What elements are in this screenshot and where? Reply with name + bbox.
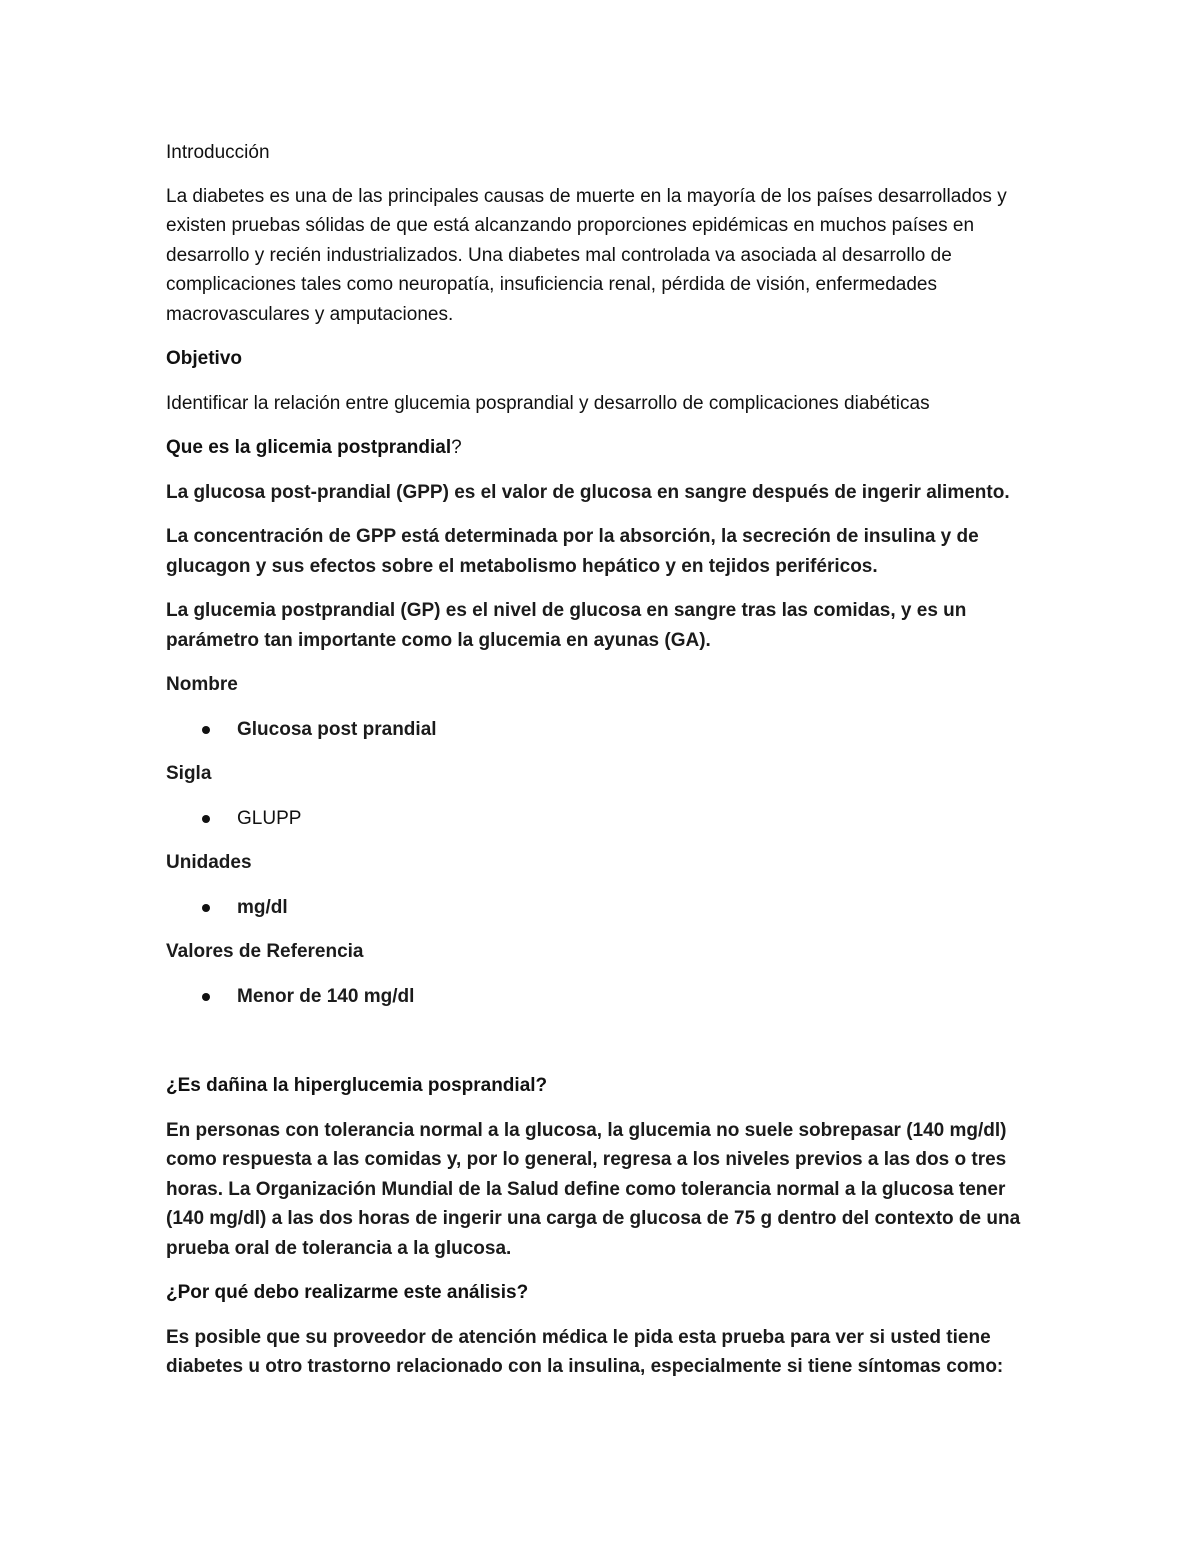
field-value-unidades — [166, 893, 1046, 923]
spacer — [166, 1026, 1046, 1071]
question1-heading — [166, 433, 1046, 463]
gpp-definition: La glucosa post-prandial (GPP) es el valor de glucosa en sangre después de ingerir alimento. — [166, 481, 1010, 503]
objective-text: Identificar la relación entre glucemia posprandial y desarrollo de complicaciones diabéticas — [166, 392, 930, 414]
question2-heading: ¿Es dañina la hiperglucemia posprandial? — [166, 1075, 548, 1096]
field-label-unidades: Unidades — [166, 852, 252, 873]
intro-title: Introducción — [166, 142, 270, 163]
field-value-text: mg/dl — [237, 896, 288, 918]
field-value-nombre — [166, 715, 1046, 745]
bullet-icon — [202, 904, 210, 912]
objective-title: Objetivo — [166, 348, 243, 369]
question3-heading: ¿Por qué debo realizarme este análisis? — [166, 1282, 529, 1303]
field-value-text: Glucosa post prandial — [237, 718, 437, 740]
field-value-valores — [166, 982, 1046, 1012]
gp-definition: La glucemia postprandial (GP) es el nivel de glucosa en sangre tras las comidas, y es un parámetro tan importante como la glucemia en ayunas (GA). — [166, 600, 967, 651]
field-value-text: Menor de 140 mg/dl — [237, 985, 415, 1007]
bullet-icon — [202, 815, 210, 823]
question1-mark: ? — [451, 437, 462, 458]
field-label-sigla: Sigla — [166, 763, 212, 784]
field-label-nombre: Nombre — [166, 674, 238, 695]
field-label-valores: Valores de Referencia — [166, 941, 364, 962]
question2-answer: En personas con tolerancia normal a la glucosa, la glucemia no suele sobrepasar (140 mg/dl) como respuesta a las comidas y, por lo general, regresa a los niveles previos a las dos o tres horas. La Organización Mundial de la Salud define como tolerancia normal a la glucosa tener (140 mg/dl) a las dos horas de ingerir una carga de glucosa de 75 g dentro del contexto de una prueba oral de tolerancia a la glucosa. — [166, 1119, 1021, 1259]
question3-answer: Es posible que su proveedor de atención médica le pida esta prueba para ver si usted tiene diabetes u otro trastorno relacionado con la insulina, especialmente si tiene síntomas como: — [166, 1326, 1004, 1377]
question1-text: Que es la glicemia postprandial — [166, 437, 452, 458]
field-value-text: GLUPP — [237, 807, 302, 829]
intro-paragraph: La diabetes es una de las principales causas de muerte en la mayoría de los países desarrollados y existen pruebas sólidas de que está alcanzando proporciones epidémicas en muchos países en desarrollo y recién industrializados. Una diabetes mal controlada va asociada al desarrollo de complicaciones tales como neuropatía, insuficiencia renal, pérdida de visión, enfermedades macrovasculares y amputaciones. — [166, 185, 1007, 325]
gpp-concentration: La concentración de GPP está determinada por la absorción, la secreción de insulina y de glucagon y sus efectos sobre el metabolismo hepático y en tejidos periféricos. — [166, 526, 979, 577]
bullet-icon — [202, 993, 210, 1001]
field-value-sigla — [166, 804, 1046, 834]
document-page — [166, 138, 1046, 1397]
bullet-icon — [202, 726, 210, 734]
